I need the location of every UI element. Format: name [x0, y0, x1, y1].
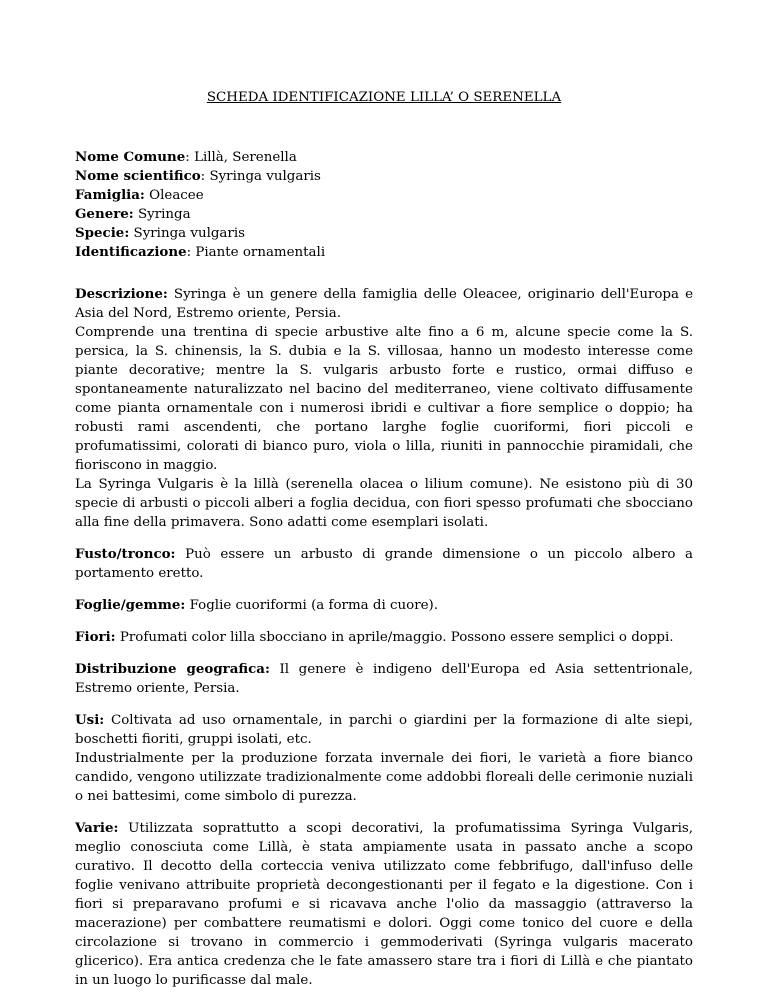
section-label: Distribuzione geografica: [75, 661, 270, 677]
field-identification [75, 243, 693, 262]
section-text: Può essere un arbusto di grande dimensione o un piccolo albero a portamento eretto. [75, 547, 694, 581]
section-distribution [75, 660, 693, 698]
field-value: Syringa vulgaris [209, 169, 321, 184]
identification-fields [75, 148, 693, 262]
section-label: Descrizione: [75, 286, 168, 302]
section-paragraph [75, 660, 693, 698]
field-label: Specie: [75, 225, 130, 241]
field-label: Genere: [75, 206, 134, 222]
field-family [75, 186, 693, 205]
section-text: Foglie cuoriformi (a forma di cuore). [189, 598, 438, 613]
field-value: Lillà, Serenella [194, 150, 297, 165]
field-value: Syringa [138, 207, 191, 222]
section-paragraph [75, 285, 693, 323]
field-common-name [75, 148, 693, 167]
section-text: Syringa è un genere della famiglia delle Oleacee, originario dell'Europa e Asia del Nord, Estremo oriente, Persia. [75, 287, 693, 321]
section-label: Foglie/gemme: [75, 597, 186, 613]
section-stem [75, 545, 693, 583]
field-label: Identificazione [75, 244, 187, 260]
field-genus [75, 205, 693, 224]
section-label: Fiori: [75, 629, 116, 645]
field-value: Oleacee [149, 188, 204, 203]
section-text: Coltivata ad uso ornamentale, in parchi o giardini per la formazione di alte siepi, boschetti fioriti, gruppi isolati, etc. [75, 713, 693, 747]
document-title: SCHEDA IDENTIFICAZIONE LILLA’ O SERENELLA [206, 90, 562, 105]
section-uses [75, 711, 693, 806]
section-misc [75, 819, 693, 990]
section-paragraph: La Syringa Vulgaris è la lillà (serenella olacea o lilium comune). Ne esistono più di 30 specie di arbusti o piccoli alberi a foglia decidua, con fiori spesso profumati che sbocciano alla fine della primavera. Sono adatti come esemplari isolati. [75, 477, 693, 530]
field-value: Syringa vulgaris [133, 226, 245, 241]
section-label: Varie: [75, 820, 119, 836]
field-separator: : [185, 150, 195, 165]
section-paragraph [75, 596, 693, 615]
section-paragraph: Industrialmente per la produzione forzata invernale dei fiori, le varietà a fiore bianco candido, vengono utilizzate tradizionalmente come addobbi floreali delle cerimonie nuziali o nei battesimi, come simbolo di purezza. [75, 751, 693, 804]
field-label: Famiglia: [75, 187, 145, 203]
field-label: Nome scientifico [75, 168, 201, 184]
section-paragraph [75, 545, 693, 583]
description-sections [75, 285, 693, 1003]
section-description [75, 285, 693, 532]
section-paragraph [75, 819, 693, 990]
section-label: Fusto/tronco: [75, 546, 176, 562]
field-label: Nome Comune [75, 149, 186, 165]
section-paragraph [75, 628, 693, 647]
section-text: Profumati color lilla sbocciano in aprile/maggio. Possono essere semplici o doppi. [119, 630, 674, 645]
field-species [75, 224, 693, 243]
field-separator: : [186, 245, 196, 260]
section-paragraph [75, 711, 693, 749]
section-flowers [75, 628, 693, 647]
section-text: Utilizzata soprattutto a scopi decorativi, la profumatissima Syringa Vulgaris, meglio conosciuta come Lillà, è stata ampiamente usata in passato anche a scopo curativo. Il decotto della corteccia veniva utilizzato come febbrifugo, dall'infuso delle foglie venivano attribuite proprietà decongestionanti per il fegato e la digestione. Con i fiori si preparavano profumi e si ricavava anche l'olio da massaggio (attraverso la macerazione) per combattere reumatismi e dolori. Oggi come tonico del cuore e della circolazione si trovano in commercio i gemmoderivati (Syringa vulgaris macerato glicerico). Era antica credenza che le fate amassero stare tra i fiori di Lillà e che piantato in un luogo lo purificasse dal male. [75, 821, 693, 988]
section-text: Il genere è indigeno dell'Europa ed Asia settentrionale, Estremo oriente, Persia. [75, 662, 693, 696]
section-label: Usi: [75, 712, 105, 728]
section-leaves [75, 596, 693, 615]
field-scientific-name [75, 167, 693, 186]
field-value: Piante ornamentali [195, 245, 326, 260]
field-separator: : [200, 169, 210, 184]
section-paragraph: Comprende una trentina di specie arbustive alte fino a 6 m, alcune specie come la S. persica, la S. chinensis, la S. dubia e la S. villosaa, hanno un modesto interesse come piante decorative; mentre la S. vulgaris arbusto forte e rustico, ormai diffuso e spontaneamente naturalizzato nel bacino del mediterraneo, viene coltivato diffusamente come pianta ornamentale con i numerosi ibridi e cultivar a fiore semplice o doppio; ha robusti rami ascendenti, che portano larghe foglie cuoriformi, fiori piccoli e profumatissimi, colorati di bianco puro, viola o lilla, riuniti in pannocchie piramidali, che fioriscono in maggio. [75, 325, 693, 473]
